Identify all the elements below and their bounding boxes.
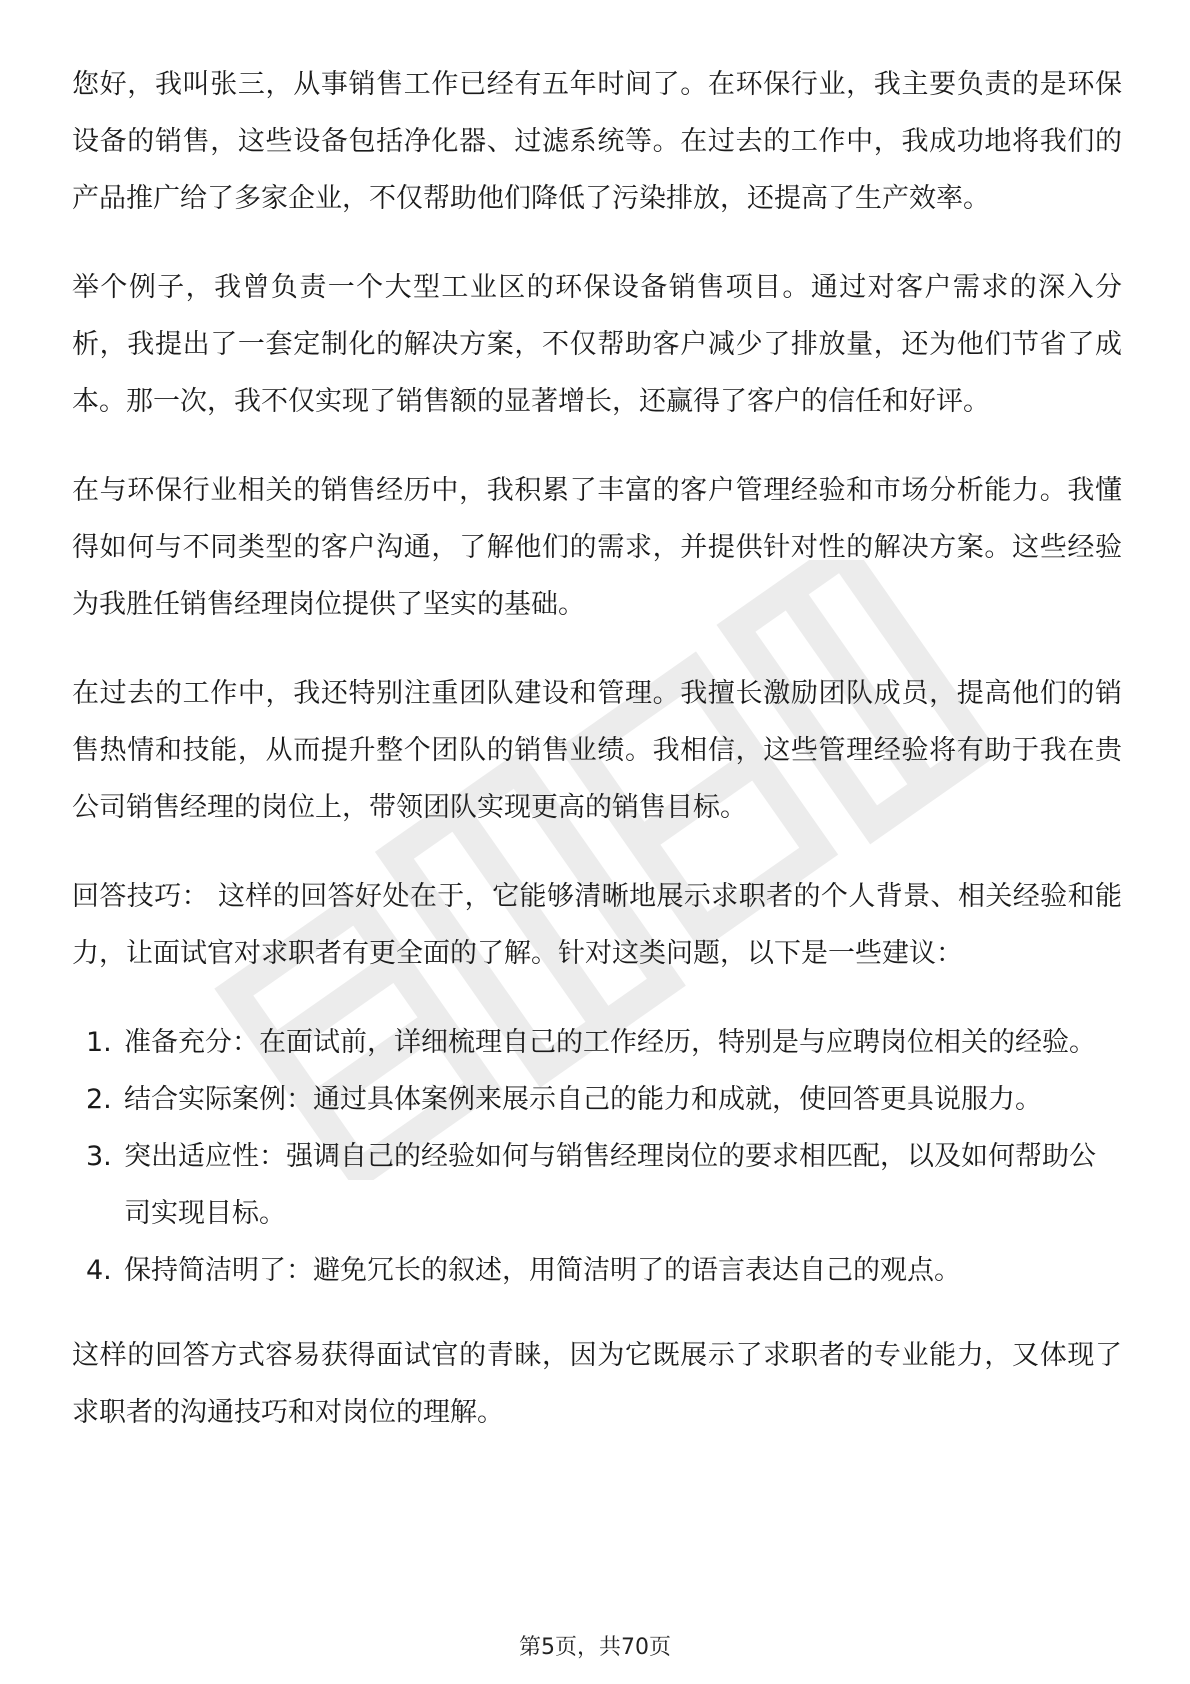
tips-list bbox=[72, 1014, 1122, 1299]
list-item-number: 3. bbox=[86, 1141, 112, 1172]
list-item-text: 突出适应性：强调自己的经验如何与销售经理岗位的要求相匹配，以及如何帮助公司实现目标。 bbox=[124, 1141, 1096, 1229]
list-item-number: 2. bbox=[86, 1084, 112, 1115]
document-body bbox=[72, 56, 1122, 1473]
list-item bbox=[72, 1128, 1122, 1242]
list-item bbox=[72, 1071, 1122, 1128]
paragraph-team: 在过去的工作中，我还特别注重团队建设和管理。我擅长激励团队成员，提高他们的销售热情和技能，从而提升整个团队的销售业绩。我相信，这些管理经验将有助于我在贵公司销售经理的岗位上，带领团队实现更高的销售目标。 bbox=[72, 678, 1122, 823]
list-item bbox=[72, 1014, 1122, 1071]
paragraph-closing: 这样的回答方式容易获得面试官的青睐，因为它既展示了求职者的专业能力，又体现了求职者的沟通技巧和对岗位的理解。 bbox=[72, 1340, 1122, 1428]
list-item-number: 1. bbox=[86, 1027, 112, 1058]
page-number-footer: 第5页，共70页 bbox=[519, 1635, 671, 1660]
paragraph-experience: 在与环保行业相关的销售经历中，我积累了丰富的客户管理经验和市场分析能力。我懂得如何与不同类型的客户沟通，了解他们的需求，并提供针对性的解决方案。这些经验为我胜任销售经理岗位提供了坚实的基础。 bbox=[72, 475, 1122, 620]
paragraph-intro: 您好，我叫张三，从事销售工作已经有五年时间了。在环保行业，我主要负责的是环保设备的销售，这些设备包括净化器、过滤系统等。在过去的工作中，我成功地将我们的产品推广给了多家企业，不仅帮助他们降低了污染排放，还提高了生产效率。 bbox=[72, 69, 1122, 214]
list-item bbox=[72, 1242, 1122, 1299]
list-item-text: 结合实际案例：通过具体案例来展示自己的能力和成就，使回答更具说服力。 bbox=[124, 1084, 1042, 1115]
list-item-text: 准备充分：在面试前，详细梳理自己的工作经历，特别是与应聘岗位相关的经验。 bbox=[124, 1027, 1096, 1058]
list-item-number: 4. bbox=[86, 1255, 112, 1286]
list-item-text: 保持简洁明了：避免冗长的叙述，用简洁明了的语言表达自己的观点。 bbox=[124, 1255, 961, 1286]
paragraph-example: 举个例子，我曾负责一个大型工业区的环保设备销售项目。通过对客户需求的深入分析，我提出了一套定制化的解决方案，不仅帮助客户减少了排放量，还为他们节省了成本。那一次，我不仅实现了销售额的显著增长，还赢得了客户的信任和好评。 bbox=[72, 272, 1122, 417]
paragraph-tips-intro: 回答技巧： 这样的回答好处在于，它能够清晰地展示求职者的个人背景、相关经验和能力，让面试官对求职者有更全面的了解。针对这类问题，以下是一些建议： bbox=[72, 881, 1122, 969]
